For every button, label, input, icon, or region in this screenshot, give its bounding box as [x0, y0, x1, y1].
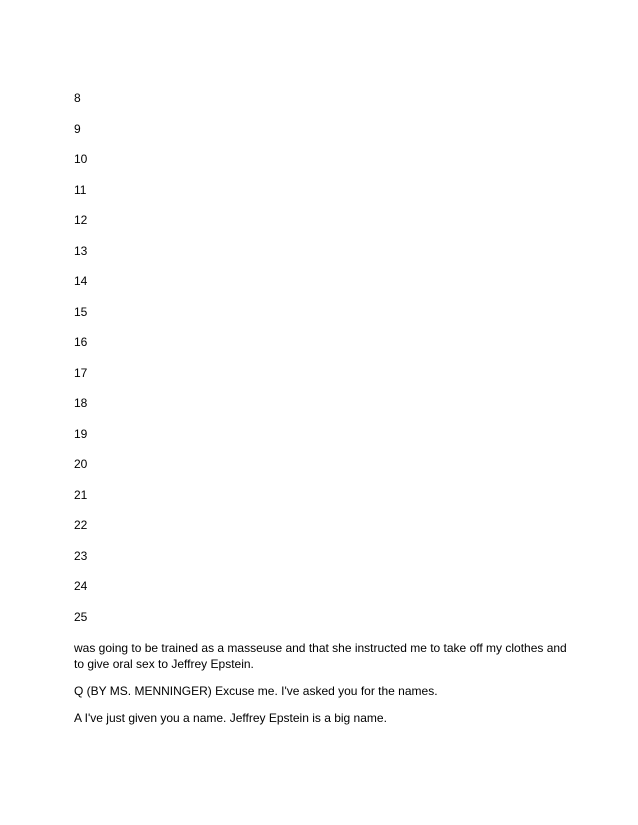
line-number: 18 [74, 396, 88, 410]
line-number: 16 [74, 335, 88, 349]
line-number: 24 [74, 579, 88, 593]
transcript-paragraph: was going to be trained as a masseuse and that she instructed me to take off my clothes and to give oral sex to Jeffrey Epstein. [74, 641, 567, 671]
line-number: 19 [74, 426, 88, 441]
line-number-column [74, 90, 87, 639]
line-number: 8 [74, 91, 81, 105]
line-number: 21 [74, 487, 88, 502]
line-number: 12 [74, 213, 88, 227]
line-number: 13 [74, 243, 88, 258]
line-number: 15 [74, 304, 88, 319]
line-number: 14 [74, 274, 88, 288]
answer-paragraph: A I've just given you a name. Jeffrey Epstein is a big name. [74, 711, 387, 725]
line-number: 11 [74, 182, 87, 197]
line-number: 10 [74, 152, 88, 166]
line-number: 22 [74, 518, 88, 532]
transcript-text [74, 640, 574, 737]
line-number: 23 [74, 548, 88, 563]
line-number: 17 [74, 365, 88, 380]
line-number: 25 [74, 609, 88, 624]
question-paragraph: Q (BY MS. MENNINGER) Excuse me. I've asked you for the names. [74, 684, 438, 698]
line-number: 20 [74, 457, 88, 471]
line-number: 9 [74, 121, 81, 136]
